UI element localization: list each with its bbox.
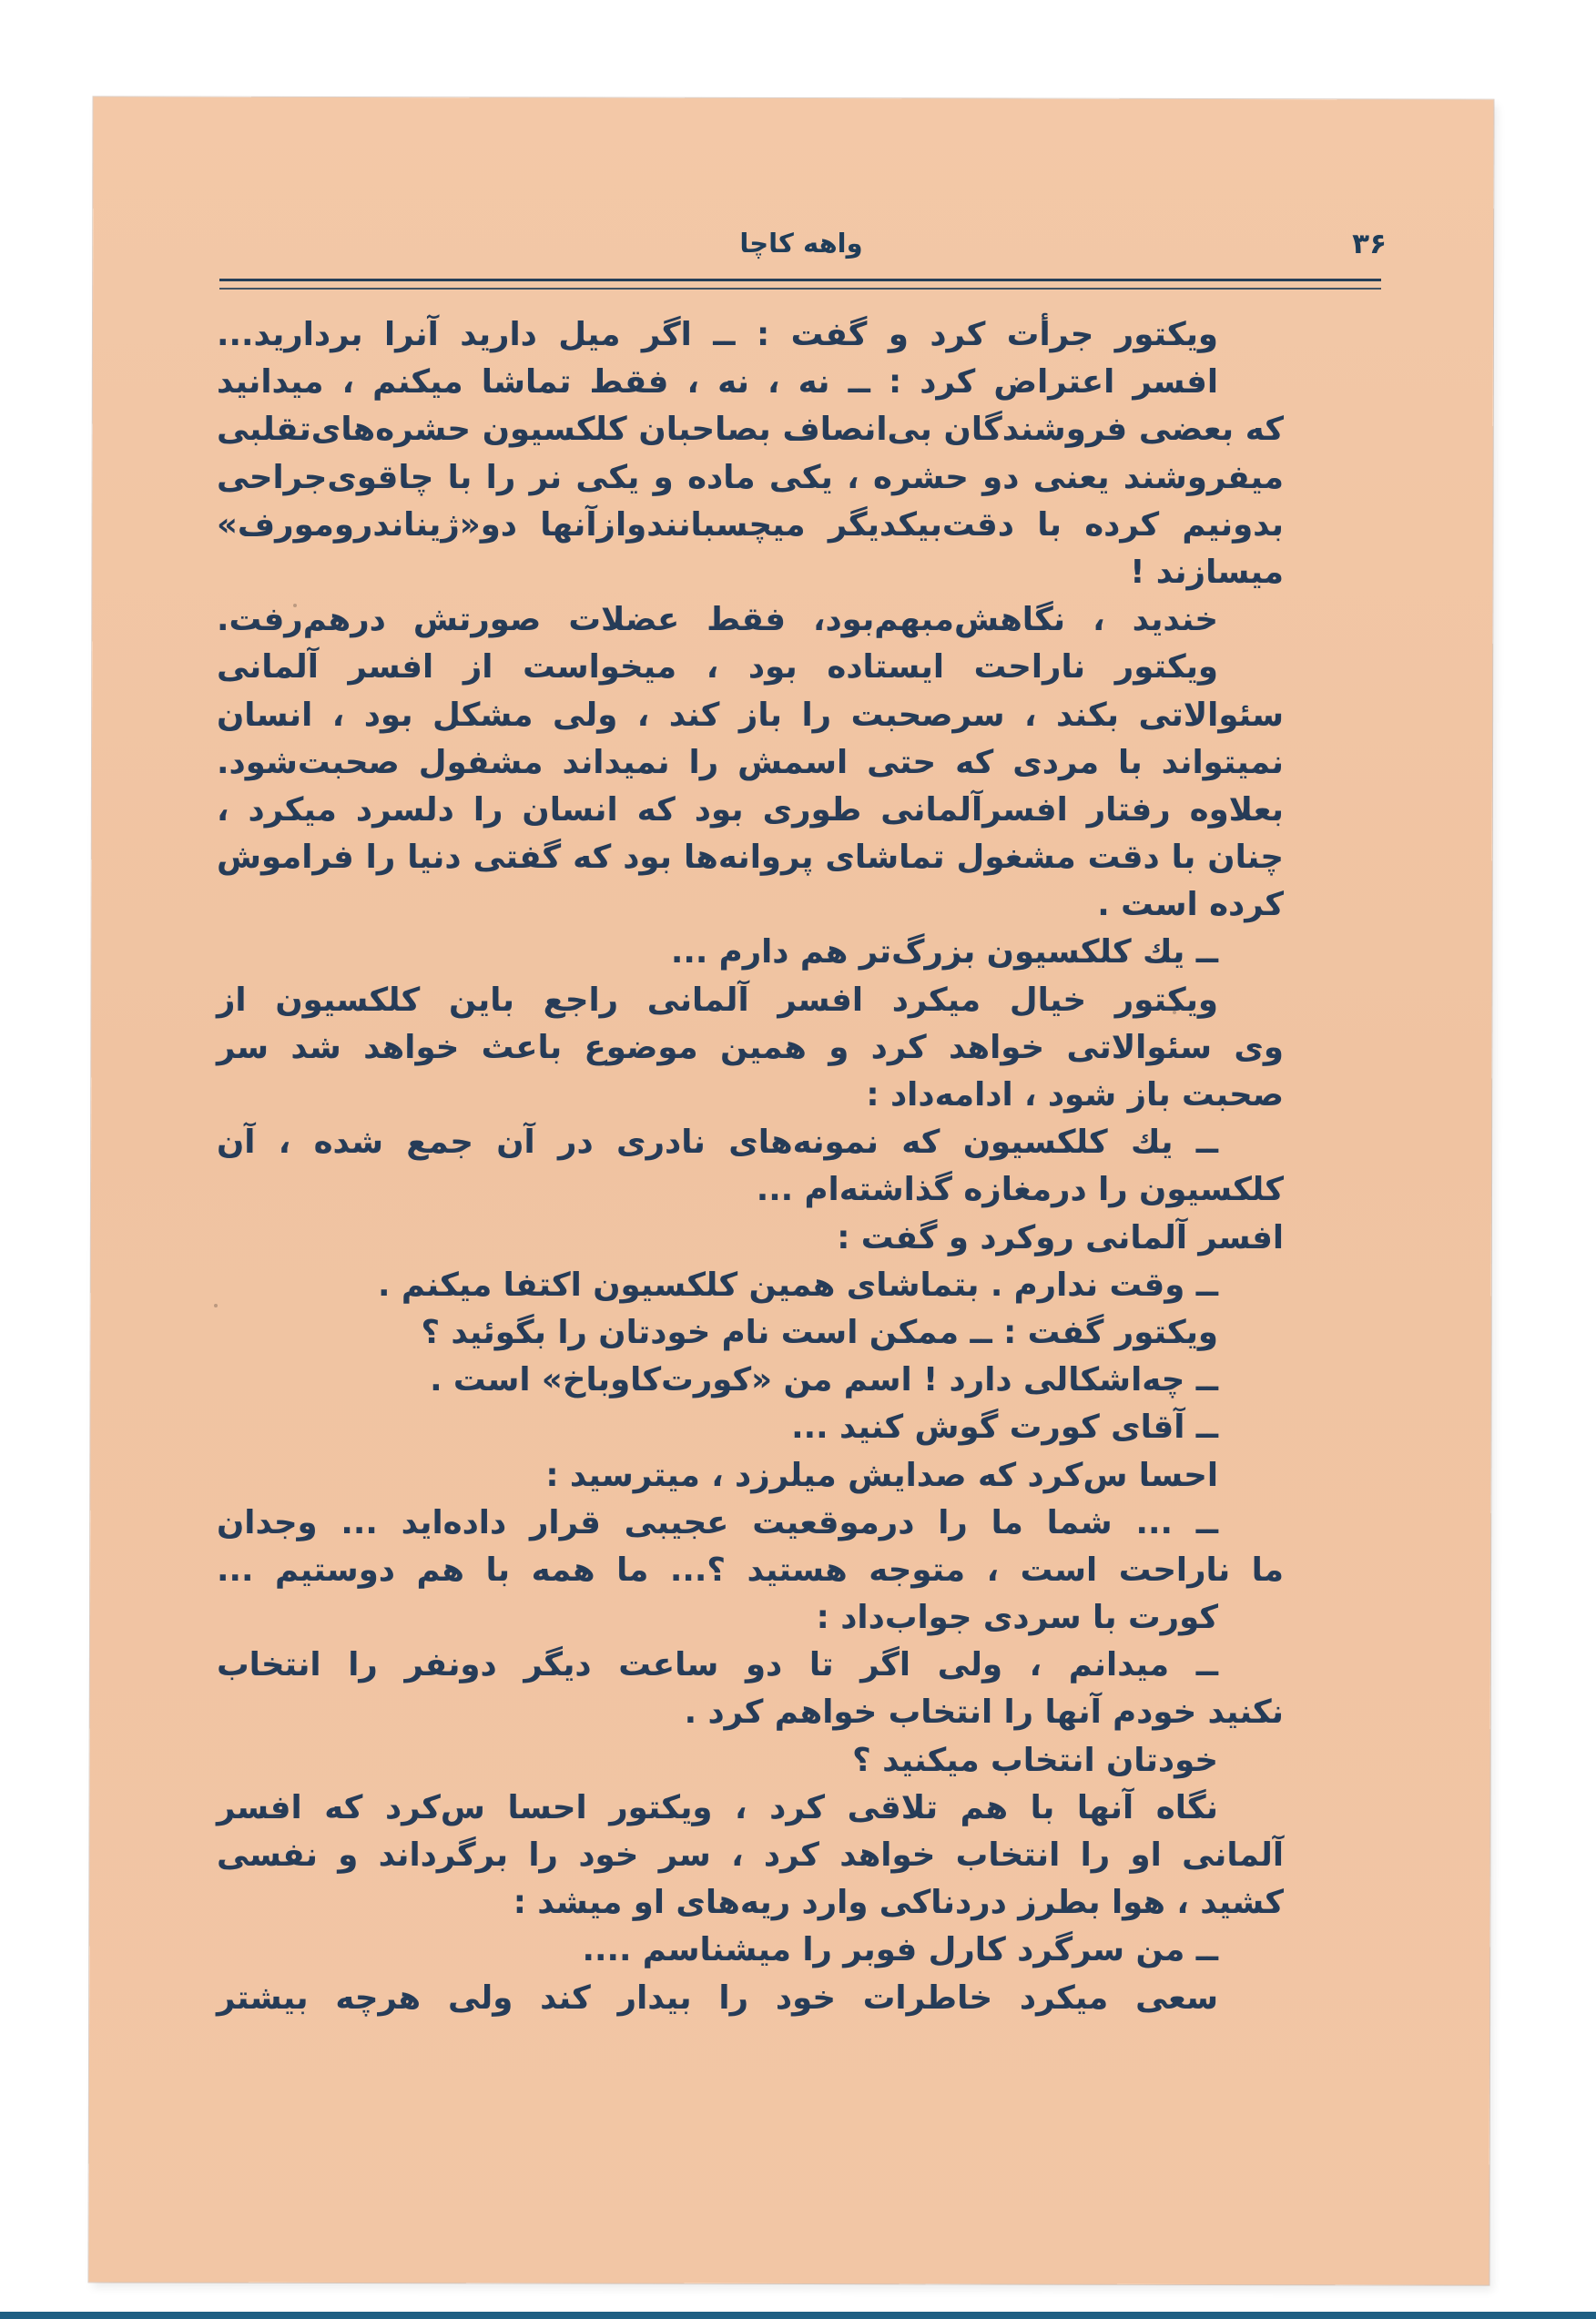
text-line: نگاه آنها با هم تلاقی کرد ، ویکتور احسا س‌کرد که افسر [217, 1788, 1218, 1826]
text-line: ــ میدانم ، ولی اگر تا دو ساعت دیگر دونفر را انتخاب [217, 1646, 1218, 1684]
text-line: ــ یك کلکسیون بزرگ‌تر هم دارم ... [670, 933, 1218, 971]
text-line: نمیتواند با مردی که حتی اسمش را نمیداند مشفول صحبت‌شود. [217, 743, 1284, 781]
text-line: میسازند ! [1130, 553, 1284, 591]
text-line: صحبت باز شود ، ادامه‌داد : [866, 1076, 1284, 1114]
text-line: ــ چه‌اشکالی دارد ! اسم من «کورت‌کاوباخ» است . [430, 1361, 1218, 1399]
text-line: ــ وقت ندارم . بتماشای همین کلکسیون اکتفا میکنم . [378, 1266, 1218, 1304]
text-line: ویکتور ناراحت ایستاده بود ، میخواست از افسر آلمانی [217, 648, 1218, 687]
page-number: ۳۶ [1352, 228, 1387, 260]
header-rule [219, 279, 1381, 281]
text-line: سعی میکرد خاطرات خود را بیدار کند ولی هرچه بیشتر [217, 1978, 1218, 2017]
text-line: ویکتور جرأت کرد و گفت : ــ اگر میل دارید آنرا بردارید... [217, 316, 1218, 353]
body-text [217, 311, 1284, 2022]
text-line: چنان با دقت مشغول تماشای پروانه‌ها بود که گفتی دنیا را فراموش [217, 839, 1284, 877]
text-line: افسر آلمانی روکرد و گفت : [837, 1218, 1284, 1256]
text-line: ــ یك کلکسیون که نمونه‌های نادری در آن جمع شده ، آن [217, 1124, 1218, 1162]
header-rule-thin [219, 288, 1381, 290]
text-line: ویکتور گفت : ــ ممکن است نام خودتان را بگوئید ؟ [421, 1313, 1218, 1351]
paper-speck [293, 604, 297, 607]
text-line: بدونیم کرده با دقت‌بیکدیگر میچسبانندوازآنها دو«ژیناندرومورف» [217, 505, 1284, 544]
text-line: کورت با سردی جواب‌داد : [816, 1599, 1218, 1637]
text-line: ــ من سرگرد کارل فوبر را میشناسم .... [582, 1931, 1218, 1969]
text-line: ما ناراحت است ، متوجه هستید ؟... ما همه با هم دوستیم ... [217, 1551, 1284, 1589]
scanner-edge-strip [0, 2312, 1596, 2319]
text-line: ــ ... شما ما را درموقعیت عجیبی قرار داده‌اید ... وجدان [217, 1503, 1218, 1541]
running-title: واهه کاچا [739, 228, 863, 259]
text-line: ویکتور خیال میکرد افسر آلمانی راجع باین کلکسیون از [217, 981, 1218, 1019]
text-line: میفروشند یعنی دو حشره ، یکی ماده و یکی نر را با چاقوی‌جراحی [217, 458, 1284, 496]
text-line: کرده است . [1097, 886, 1284, 924]
text-line: احسا س‌کرد که صدایش میلرزد ، میترسید : [545, 1456, 1218, 1494]
text-line: وی سئوالاتی خواهد کرد و همین موضوع باعث خواهد شد سر [217, 1028, 1284, 1066]
text-line: بعلاوه رفتار افسرآلمانی طوری بود که انسان را دلسرد میکرد ، [217, 790, 1284, 829]
text-line: خندید ، نگاهش‌مبهم‌بود، فقط عضلات صورتش درهم‌رفت. [217, 601, 1218, 639]
text-line: خودتان انتخاب میکنید ؟ [852, 1741, 1218, 1779]
text-line: کشید ، هوا بطرز دردناکی وارد ریه‌های او میشد : [513, 1884, 1284, 1922]
paper-speck [214, 1304, 218, 1307]
text-line: افسر اعتراض کرد : ــ نه ، نه ، فقط تماشا میکنم ، میدانید [217, 363, 1218, 402]
paper-speck [1173, 1011, 1176, 1014]
text-line: سئوالاتی بکند ، سرصحبت را باز کند ، ولی مشکل بود ، انسان [217, 696, 1284, 734]
text-line: نکنید خودم آنها را انتخاب خواهم کرد . [684, 1693, 1284, 1732]
text-line: که بعضی فروشندگان بی‌انصاف بصاحبان کلکسیون حشره‌های‌تقلبی [217, 411, 1284, 449]
text-line: کلکسیون را درمغازه گذاشته‌ام ... [756, 1171, 1284, 1209]
text-line: آلمانی او را انتخاب خواهد کرد ، سر خود را برگرداند و نفسی [217, 1836, 1284, 1874]
page-header [216, 228, 1387, 278]
text-line: ــ آقای کورت گوش کنید ... [791, 1409, 1218, 1447]
